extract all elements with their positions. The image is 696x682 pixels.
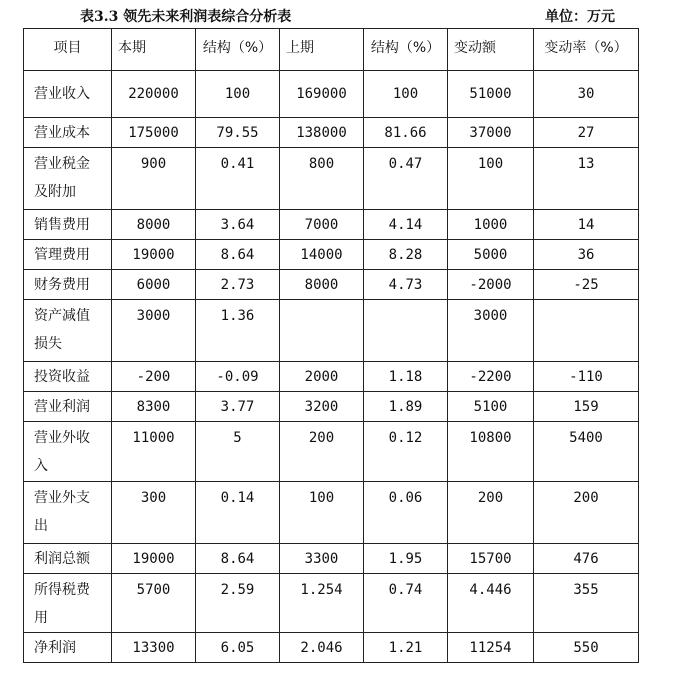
current-value: 8300 [112,392,196,422]
change-amount: 5000 [448,240,534,270]
current-structure: 0.41 [196,148,280,210]
table-row [24,210,639,240]
current-value: 19000 [112,544,196,574]
previous-structure: 1.18 [364,362,448,392]
previous-structure: 1.89 [364,392,448,422]
table-row [24,574,639,633]
change-rate: 476 [534,544,639,574]
previous-value: 100 [280,482,364,544]
current-structure: 100 [196,71,280,118]
row-item-label: 营业收入 [24,71,112,118]
unit-label: 单位：万元 [545,9,615,25]
previous-structure: 1.95 [364,544,448,574]
current-value: 175000 [112,118,196,148]
row-item-label: 销售费用 [24,210,112,240]
row-item-label: 净利润 [24,633,112,663]
header-current: 本期 [112,29,196,71]
current-value: 8000 [112,210,196,240]
previous-value: 800 [280,148,364,210]
current-structure: 3.64 [196,210,280,240]
current-value: 13300 [112,633,196,663]
previous-value: 200 [280,422,364,482]
row-item-label: 营业外支 出 [24,482,112,544]
change-amount: 37000 [448,118,534,148]
current-value: 6000 [112,270,196,300]
change-rate: 5400 [534,422,639,482]
change-amount: 10800 [448,422,534,482]
table-row [24,240,639,270]
row-item-label: 营业外收 入 [24,422,112,482]
table-row [24,270,639,300]
change-rate: -25 [534,270,639,300]
table-row [24,633,639,663]
previous-value: 14000 [280,240,364,270]
current-value: 300 [112,482,196,544]
change-rate [534,300,639,362]
income-analysis-table [23,28,639,663]
current-structure: 0.14 [196,482,280,544]
current-structure: 3.77 [196,392,280,422]
previous-structure: 0.06 [364,482,448,544]
previous-value: 7000 [280,210,364,240]
row-item-label: 资产减值 损失 [24,300,112,362]
change-rate: 355 [534,574,639,633]
previous-value: 1.254 [280,574,364,633]
change-rate: 30 [534,71,639,118]
current-structure: 5 [196,422,280,482]
change-rate: -110 [534,362,639,392]
table-title: 表3.3 领先未来利润表综合分析表 [80,9,292,25]
table-row [24,392,639,422]
current-value: 220000 [112,71,196,118]
change-rate: 36 [534,240,639,270]
header-change-amount: 变动额 [448,29,534,71]
change-rate: 200 [534,482,639,544]
change-amount: 11254 [448,633,534,663]
row-item-label: 营业利润 [24,392,112,422]
row-item-label: 所得税费 用 [24,574,112,633]
current-value: -200 [112,362,196,392]
header-previous: 上期 [280,29,364,71]
current-structure: 2.59 [196,574,280,633]
previous-value: 2000 [280,362,364,392]
row-item-label: 利润总额 [24,544,112,574]
change-amount: 200 [448,482,534,544]
previous-structure: 81.66 [364,118,448,148]
previous-value: 3200 [280,392,364,422]
header-row [24,29,639,71]
previous-value: 2.046 [280,633,364,663]
previous-value: 138000 [280,118,364,148]
change-rate: 13 [534,148,639,210]
change-amount: 51000 [448,71,534,118]
current-structure: 8.64 [196,240,280,270]
table-row [24,71,639,118]
table-row [24,148,639,210]
table-row [24,300,639,362]
previous-structure: 0.12 [364,422,448,482]
previous-structure: 4.73 [364,270,448,300]
change-amount: 3000 [448,300,534,362]
previous-value [280,300,364,362]
row-item-label: 投资收益 [24,362,112,392]
change-rate: 27 [534,118,639,148]
change-rate: 14 [534,210,639,240]
row-item-label: 营业成本 [24,118,112,148]
previous-value: 169000 [280,71,364,118]
row-item-label: 管理费用 [24,240,112,270]
previous-structure: 1.21 [364,633,448,663]
current-value: 11000 [112,422,196,482]
current-value: 19000 [112,240,196,270]
change-amount: 5100 [448,392,534,422]
header-change-rate: 变动率（%） [534,29,639,71]
previous-structure: 0.47 [364,148,448,210]
previous-structure: 0.74 [364,574,448,633]
current-structure: -0.09 [196,362,280,392]
change-amount: 1000 [448,210,534,240]
change-rate: 159 [534,392,639,422]
change-amount: -2200 [448,362,534,392]
row-item-label: 营业税金 及附加 [24,148,112,210]
current-structure: 2.73 [196,270,280,300]
header-previous-structure: 结构（%） [364,29,448,71]
current-value: 900 [112,148,196,210]
table-row [24,118,639,148]
previous-structure: 100 [364,71,448,118]
header-item: 项目 [24,29,112,71]
current-structure: 1.36 [196,300,280,362]
current-value: 5700 [112,574,196,633]
previous-value: 3300 [280,544,364,574]
table-row [24,544,639,574]
current-structure: 8.64 [196,544,280,574]
current-value: 3000 [112,300,196,362]
current-structure: 79.55 [196,118,280,148]
table-row [24,362,639,392]
change-rate: 550 [534,633,639,663]
header-current-structure: 结构（%） [196,29,280,71]
previous-structure: 8.28 [364,240,448,270]
row-item-label: 财务费用 [24,270,112,300]
change-amount: 4.446 [448,574,534,633]
previous-value: 8000 [280,270,364,300]
previous-structure: 4.14 [364,210,448,240]
current-structure: 6.05 [196,633,280,663]
previous-structure [364,300,448,362]
table-row [24,482,639,544]
change-amount: 15700 [448,544,534,574]
change-amount: 100 [448,148,534,210]
table-row [24,422,639,482]
change-amount: -2000 [448,270,534,300]
